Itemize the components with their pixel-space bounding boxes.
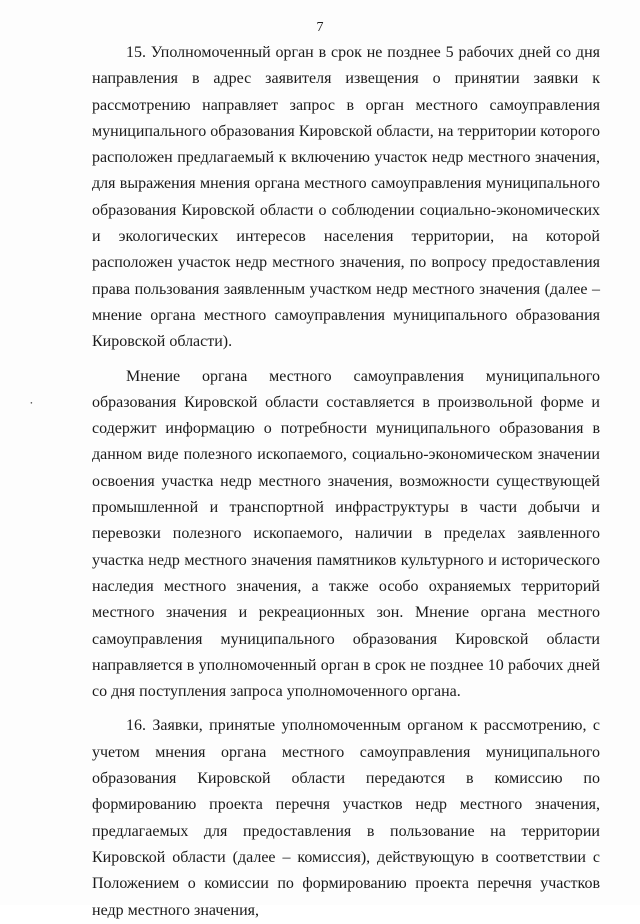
document-body — [92, 40, 600, 924]
margin-mark: ꞏ — [30, 398, 33, 408]
paragraph-15: 15. Уполномоченный орган в срок не позднее 5 рабочих дней со дня направления в адрес заявителя извещения о принятии заявки к рассмотрению направляет запрос в орган местного самоуправления муниципального образования Кировской области, на территории которого расположен предлагаемый к включению участок недр местного значения, для выражения мнения органа местного самоуправления муниципального образования Кировской области о соблюдении социально-экономических и экологических интересов населения территории, на которой расположен участок недр местного значения, по вопросу предоставления права пользования заявленным участком недр местного значения (далее – мнение органа местного самоуправления муниципального образования Кировской области). — [92, 44, 600, 351]
paragraph-16: 16. Заявки, принятые уполномоченным органом к рассмотрению, с учетом мнения органа местного самоуправления муниципального образования Кировской области передаются в комиссию по формированию проекта перечня участков недр местного значения, предлагаемых для предоставления в пользование на территории Кировской области (далее – комиссия), действующую в соответствии с Положением о комиссии по формированию проекта перечня участков недр местного значения, — [92, 717, 600, 919]
paragraph-opinion: Мнение органа местного самоуправления муниципального образования Кировской области составляется в произвольной форме и содержит информацию о потребности муниципального образования в данном виде полезного ископаемого, социально-экономическом значении освоения участка недр местного значения, возможности существующей промышленной и транспортной инфраструктуры в части добычи и перевозки полезного ископаемого, наличии в пределах заявленного участка недр местного значения памятников культурного и исторического наследия местного значения, а также особо охраняемых территорий местного значения и рекреационных зон. Мнение органа местного самоуправления муниципального образования Кировской области направляется в уполномоченный орган в срок не позднее 10 рабочих дней со дня поступления запроса уполномоченного органа. — [92, 367, 600, 701]
page-number: 7 — [316, 20, 324, 35]
